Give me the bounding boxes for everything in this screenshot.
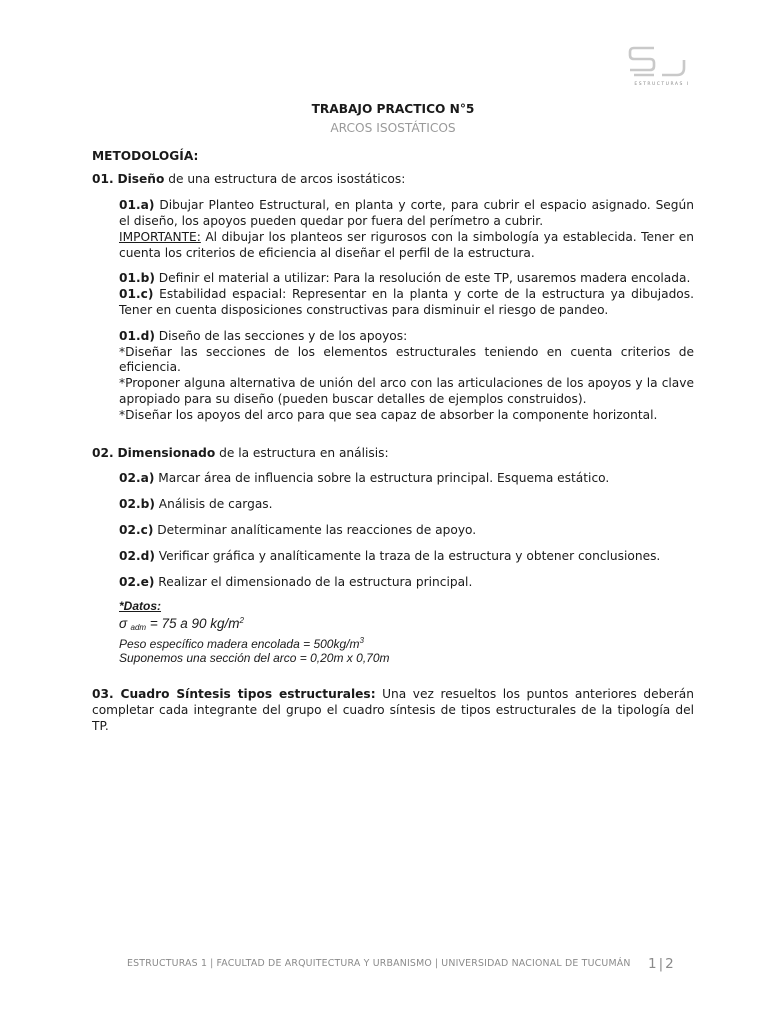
footer-course: ESTRUCTURAS 1: [127, 958, 208, 969]
section-3-text: Una vez resueltos los puntos anteriores deberán completar cada integrante del grupo el cuadro síntesis de tipos estructurales de la tipología del TP.: [92, 687, 695, 733]
item-02b-text: Análisis de cargas.: [154, 497, 273, 512]
logo-text: ESTRUCTURAS I: [634, 82, 690, 87]
section-1-number: 01.: [92, 172, 114, 187]
section-1-text: de una estructura de arcos isostáticos:: [164, 172, 406, 187]
section-1-bold: Diseño: [117, 172, 165, 187]
sigma-exponent: 2: [239, 615, 244, 625]
page-subtitle: ARCOS ISOSTÁTICOS: [330, 120, 456, 135]
footer-faculty: FACULTAD DE ARQUITECTURA Y URBANISMO: [216, 958, 432, 969]
item-01a-text: Dibujar Planteo Estructural, en planta y corte, para cubrir el espacio asignado. Según el diseño, los apoyos pueden quedar por fuera del perímetro a cubrir.: [119, 198, 694, 228]
item-01d-line-3: *Diseñar los apoyos del arco para que sea capaz de absorber la componente horizontal.: [119, 407, 658, 422]
page-number: 1 | 2: [648, 956, 674, 972]
item-02c-text: Determinar analíticamente las reacciones de apoyo.: [153, 522, 477, 537]
section-2-text: de la estructura en análisis:: [215, 445, 389, 460]
important-text: Al dibujar los planteos ser rigurosos con la simbología ya establecida. Tener en cuenta los criterios de eficiencia al diseñar el perfil de la estructura.: [119, 229, 694, 260]
item-02b: [119, 497, 694, 513]
section-3-bold: Cuadro Síntesis tipos estructurales:: [113, 687, 376, 702]
section-3: [92, 687, 694, 734]
item-01b: [119, 271, 694, 287]
item-02d-number: 02.d): [119, 548, 155, 563]
item-01d-line-1: *Diseñar las secciones de los elementos estructurales teniendo en cuenta criterios de eficiencia.: [119, 344, 694, 375]
item-02e-number: 02.e): [119, 574, 155, 589]
methodology-heading: METODOLOGÍA:: [92, 148, 199, 163]
estructuras-logo-icon: [628, 46, 690, 82]
item-02a-text: Marcar área de influencia sobre la estructura principal. Esquema estático.: [154, 471, 610, 486]
section-2-number: 02.: [92, 445, 114, 460]
item-02e: [119, 575, 694, 591]
item-01c-number: 01.c): [119, 287, 154, 302]
weight-line: [119, 634, 694, 652]
section-1-heading: [92, 172, 694, 188]
item-02c-number: 02.c): [119, 522, 154, 537]
item-01a: [119, 198, 694, 261]
sigma-value: = 75 a 90 kg/m: [146, 615, 240, 631]
item-01d-text: Diseño de las secciones y de los apoyos:: [154, 328, 408, 343]
weight-exponent: 3: [359, 636, 364, 646]
sigma-line: [119, 614, 694, 635]
total-pages: 2: [665, 956, 674, 972]
item-01b-text: Definir el material a utilizar: Para la resolución de este TP, usaremos madera encolada.: [154, 271, 691, 286]
important-label: IMPORTANTE:: [119, 229, 201, 244]
sigma-subscript: adm: [130, 622, 147, 632]
current-page: 1: [648, 956, 657, 972]
item-01d-line-2: *Proponer alguna alternativa de unión del arco con las articulaciones de los apoyos y la clave apropiado para su diseño (pueden buscar detalles de ejemplos construidos).: [119, 376, 694, 406]
footer-university: UNIVERSIDAD NACIONAL DE TUCUMÁN: [441, 958, 631, 969]
section-3-number: 03.: [92, 687, 114, 702]
data-block: [119, 600, 694, 665]
document-body: [92, 102, 694, 735]
weight-text: Peso específico madera encolada = 500kg/m: [119, 637, 360, 652]
item-02b-number: 02.b): [119, 497, 155, 512]
section-2-bold: Dimensionado: [117, 445, 216, 460]
item-01c: [119, 287, 694, 319]
sigma-symbol: σ: [119, 615, 128, 631]
item-02a-number: 02.a): [119, 471, 155, 486]
item-02d: [119, 549, 694, 565]
item-01d-number: 01.d): [119, 328, 155, 343]
page-title: TRABAJO PRACTICO N°5: [311, 102, 475, 116]
item-01a-number: 01.a): [119, 198, 155, 213]
data-title: *Datos:: [119, 599, 162, 614]
footer: ESTRUCTURAS 1 | FACULTAD DE ARQUITECTURA Y URBANISMO | UNIVERSIDAD NACIONAL DE TUCUMÁN: [127, 958, 631, 969]
item-02e-text: Realizar el dimensionado de la estructura principal.: [154, 574, 473, 589]
item-01b-number: 01.b): [119, 271, 155, 286]
section-line: Suponemos una sección del arco = 0,20m x 0,70m: [119, 650, 390, 665]
item-02c: [119, 523, 694, 539]
item-02a: [119, 471, 694, 487]
item-01d: [119, 329, 694, 424]
item-02d-text: Verificar gráfica y analíticamente la traza de la estructura y obtener conclusiones.: [154, 548, 661, 563]
item-01c-text: Estabilidad espacial: Representar en la planta y corte de la estructura ya dibujados. Tener en cuenta disposiciones constructivas para disminuir el riesgo de pandeo.: [119, 287, 694, 317]
section-2-heading: [92, 446, 694, 462]
